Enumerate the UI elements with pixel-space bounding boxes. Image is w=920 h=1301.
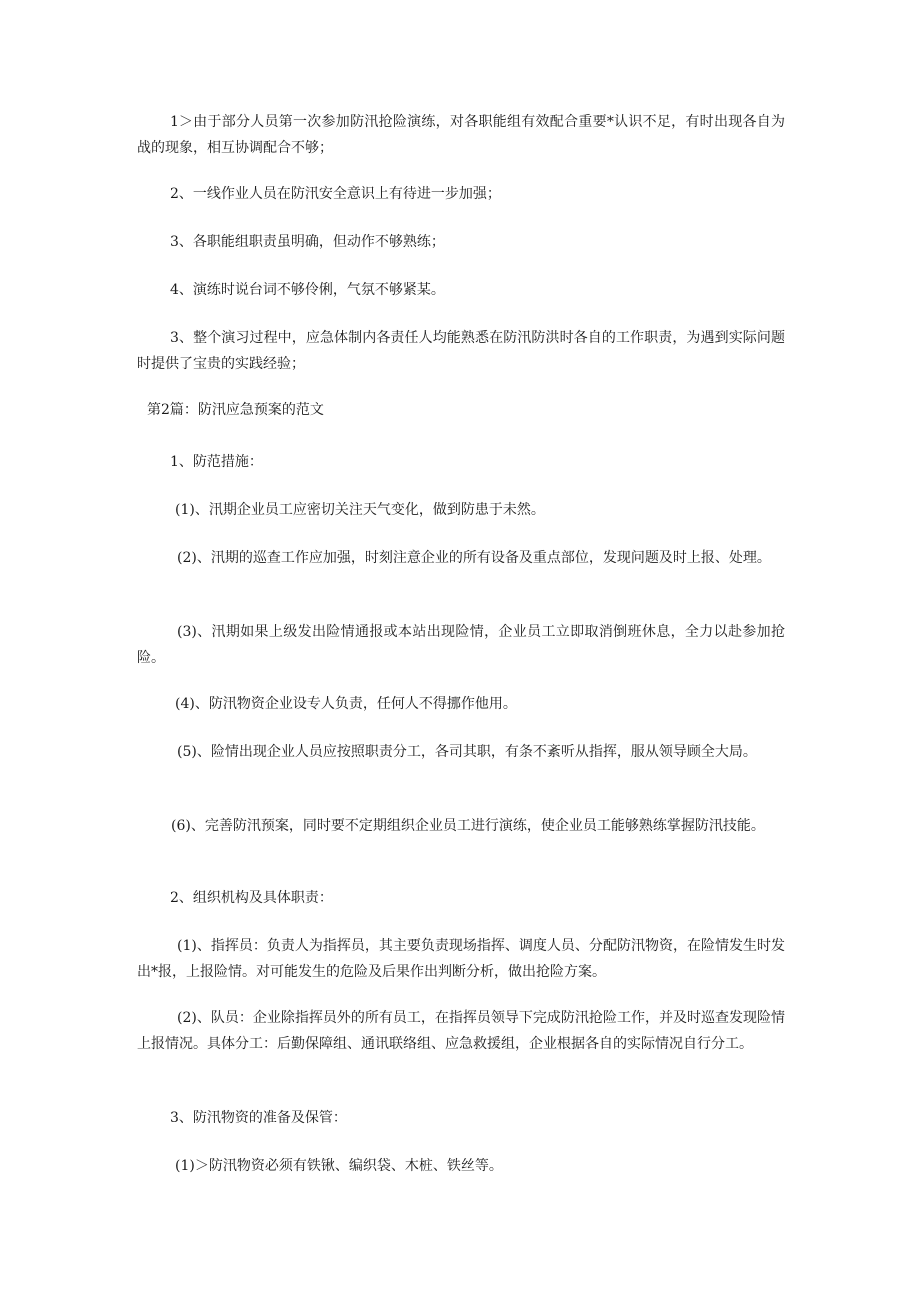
heading-prevention-measures: 1、防范措施： bbox=[170, 454, 263, 470]
heading-organization-duties: 2、组织机构及具体职责： bbox=[170, 890, 333, 906]
list-item-prevention-5: (5)、险情出现企业人员应按照职责分工，各司其职，有条不紊听从指挥，服从领导顾全大局。 bbox=[177, 744, 757, 760]
paragraph-drill-issue-2: 2、一线作业人员在防汛安全意识上有待进一步加强； bbox=[170, 186, 501, 202]
list-item-prevention-2: (2)、汛期的巡查工作应加强，时刻注意企业的所有设备及重点部位，发现问题及时上报、处理。 bbox=[177, 550, 771, 566]
list-item-prevention-6: (6)、完善防汛预案，同时要不定期组织企业员工进行演练，使企业员工能够熟练掌握防汛技能。 bbox=[171, 818, 765, 834]
heading-supplies-storage: 3、防汛物资的准备及保管： bbox=[170, 1110, 347, 1126]
list-item-duty-team-member: (2)、队员：企业除指挥员外的所有员工，在指挥员领导下完成防汛抢险工作，并及时巡查发现险情上报情况。具体分工：后勤保障组、通讯联络组、应急救援组，企业根据各自的实际情况自行分工。 bbox=[137, 1010, 785, 1052]
section-heading-part-2: 第2篇：防汛应急预案的范文 bbox=[147, 402, 324, 418]
list-item-supplies-1: (1)＞防汛物资必须有铁锹、编织袋、木桩、铁丝等。 bbox=[175, 1158, 503, 1174]
list-item-prevention-3: (3)、汛期如果上级发出险情通报或本站出现险情，企业员工立即取消倒班休息，全力以赴参加抢险。 bbox=[137, 624, 785, 666]
paragraph-drill-summary: 3、整个演习过程中，应急体制内各责任人均能熟悉在防汛防洪时各自的工作职责，为遇到实际问题时提供了宝贵的实践经验； bbox=[137, 330, 785, 372]
paragraph-drill-issue-4: 4、演练时说台词不够伶俐，气氛不够紧某。 bbox=[170, 282, 445, 298]
paragraph-drill-issue-3: 3、各职能组职责虽明确，但动作不够熟练； bbox=[170, 234, 445, 250]
list-item-prevention-4: (4)、防汛物资企业设专人负责，任何人不得挪作他用。 bbox=[175, 696, 517, 712]
list-item-prevention-1: (1)、汛期企业员工应密切关注天气变化，做到防患于未然。 bbox=[175, 502, 545, 518]
paragraph-drill-issue-1: 1＞由于部分人员第一次参加防汛抢险演练，对各职能组有效配合重要*认识不足，有时出现各自为战的现象，相互协调配合不够； bbox=[137, 114, 785, 156]
list-item-duty-commander: (1)、指挥员：负责人为指挥员，其主要负责现场指挥、调度人员、分配防汛物资，在险情发生时发出*报，上报险情。对可能发生的危险及后果作出判断分析，做出抢险方案。 bbox=[137, 938, 785, 980]
